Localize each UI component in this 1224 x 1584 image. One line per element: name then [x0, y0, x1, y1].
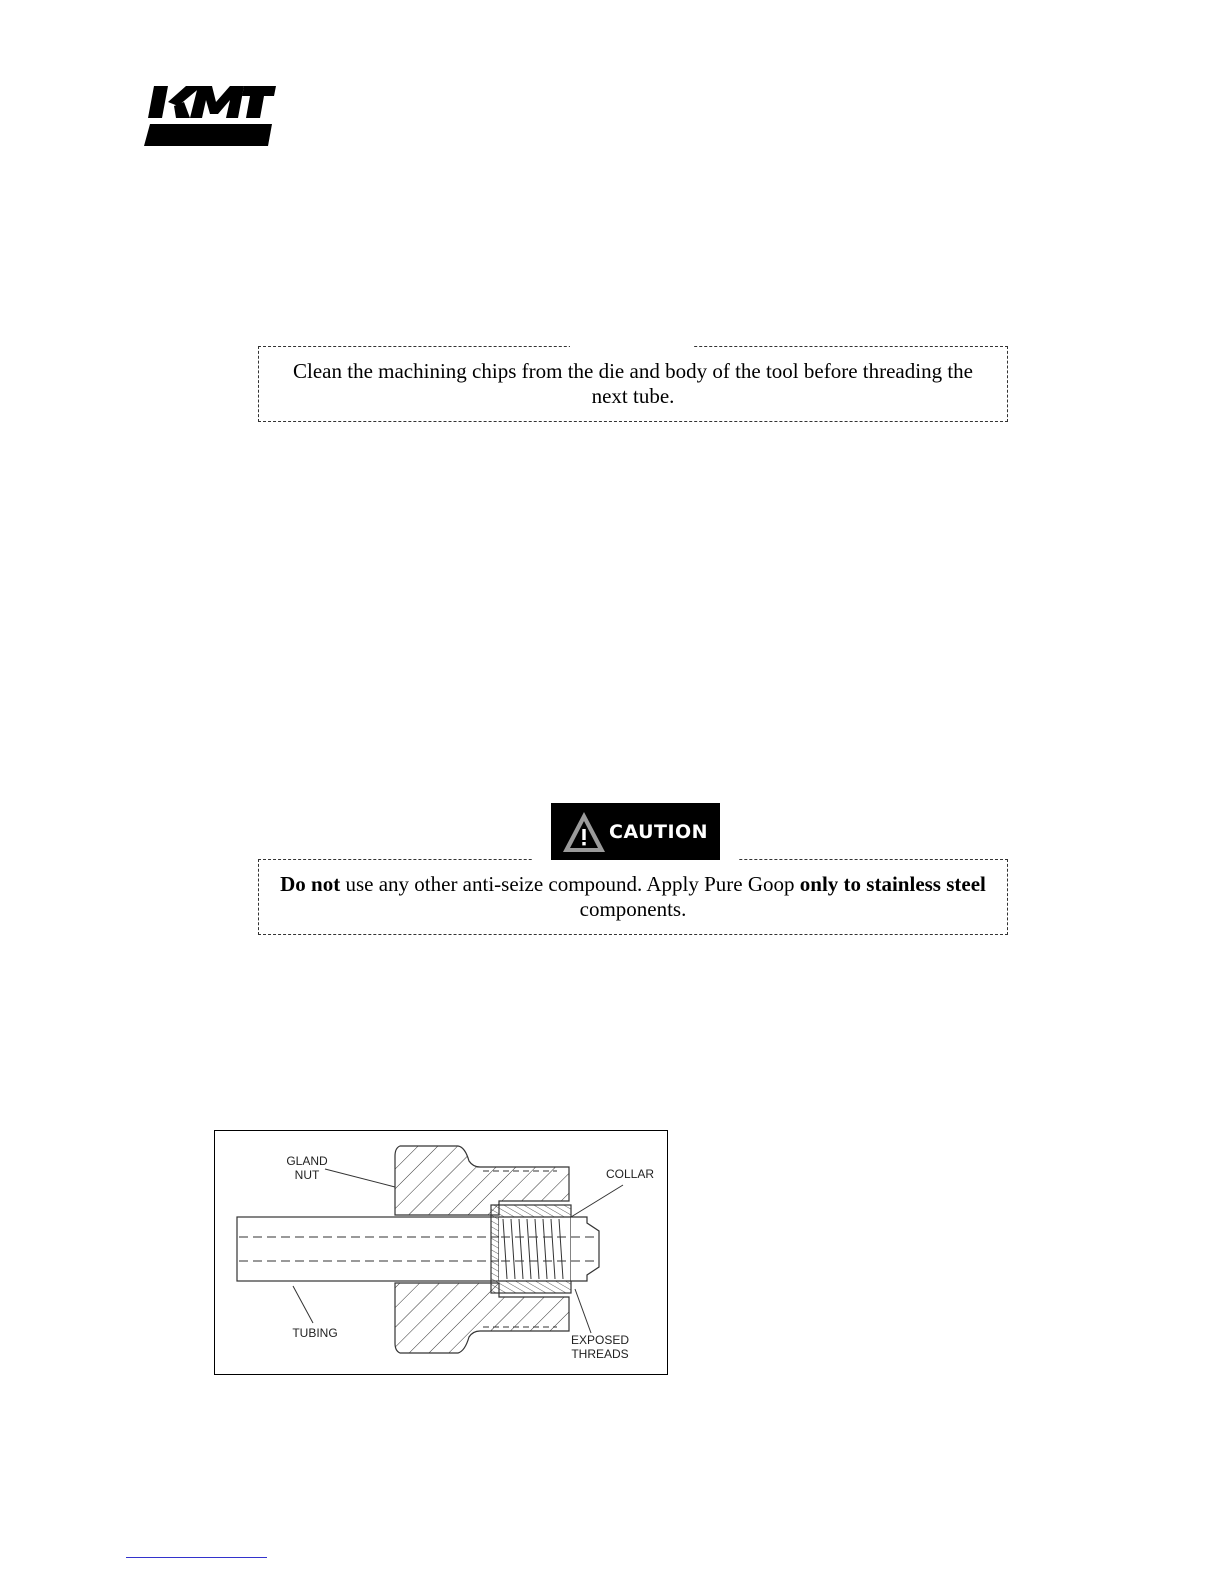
gland-nut-collar-figure [214, 1130, 668, 1375]
note-box-gap [570, 344, 694, 348]
note-box [258, 346, 1008, 422]
caution-badge [551, 803, 720, 860]
label-tubing: TUBING [292, 1326, 338, 1340]
note-text: Clean the machining chips from the die and body of the tool before threading the next tube. [293, 359, 973, 408]
caution-label: CAUTION [609, 820, 709, 843]
caution-box [258, 859, 1008, 935]
label-gland-nut: GLAND NUT [286, 1154, 328, 1182]
label-exposed-threads: EXPOSED THREADS [570, 1333, 630, 1361]
kmt-logo [144, 84, 278, 148]
footer-link-underline[interactable] [126, 1557, 267, 1558]
caution-text-2: components. [579, 897, 687, 921]
label-collar: COLLAR [605, 1167, 655, 1181]
kmt-logo-graphic [144, 84, 278, 148]
caution-text-1: use any other anti-seize compound. Apply Pure Goop [340, 872, 800, 896]
caution-bold-do-not: Do not [280, 872, 341, 896]
caution-bold-stainless: only to stainless steel [799, 872, 986, 896]
warning-triangle-icon [561, 810, 607, 854]
